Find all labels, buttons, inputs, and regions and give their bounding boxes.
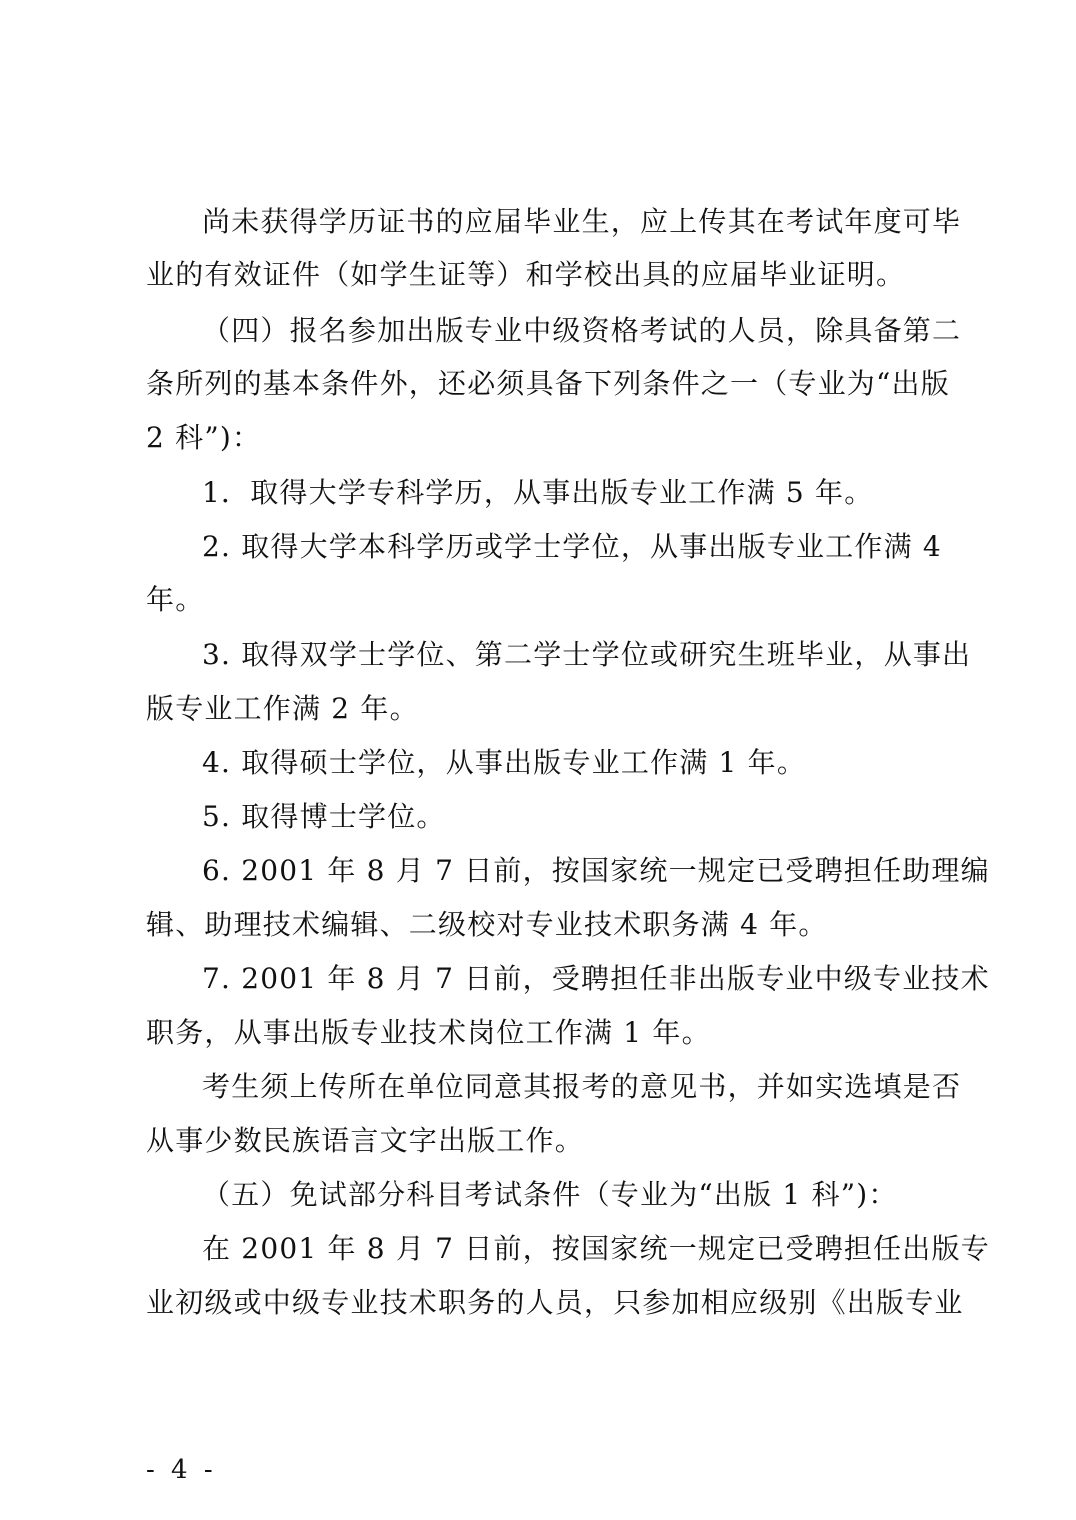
text-line: 7. 2001 年 8 月 7 日前，受聘担任非出版专业中级专业技术 (202, 962, 990, 995)
text-line: 在 2001 年 8 月 7 日前，按国家统一规定已受聘担任出版专 (202, 1232, 990, 1265)
text-line: 业的有效证件（如学生证等）和学校出具的应届毕业证明。 (146, 258, 906, 291)
text-line: 从事少数民族语言文字出版工作。 (146, 1124, 585, 1157)
text-line: 2. 取得大学本科学历或学士学位，从事出版专业工作满 4 (202, 530, 942, 563)
text-line: 考生须上传所在单位同意其报考的意见书，并如实选填是否 (202, 1070, 962, 1103)
text-line: 4. 取得硕士学位，从事出版专业工作满 1 年。 (202, 746, 807, 779)
text-line: 年。 (146, 583, 205, 616)
text-line: 版专业工作满 2 年。 (146, 692, 419, 725)
text-line: 6. 2001 年 8 月 7 日前，按国家统一规定已受聘担任助理编 (202, 854, 990, 887)
text-line: 5. 取得博士学位。 (202, 800, 446, 833)
text-line: 2 科”)： (146, 421, 262, 454)
text-line: 辑、助理技术编辑、二级校对专业技术职务满 4 年。 (146, 908, 828, 941)
text-line: 3. 取得双学士学位、第二学士学位或研究生班毕业，从事出 (202, 638, 972, 671)
text-line: 1．取得大学专科学历，从事出版专业工作满 5 年。 (202, 476, 874, 509)
text-line: 职务，从事出版专业技术岗位工作满 1 年。 (146, 1016, 711, 1049)
text-line: （四）报名参加出版专业中级资格考试的人员，除具备第二 (202, 314, 962, 347)
page-number: - 4 - (146, 1455, 217, 1485)
text-line: 条所列的基本条件外，还必须具备下列条件之一（专业为“出版 (146, 367, 950, 400)
text-line: 尚未获得学历证书的应届毕业生，应上传其在考试年度可毕 (202, 205, 962, 238)
text-line: 业初级或中级专业技术职务的人员，只参加相应级别《出版专业 (146, 1286, 964, 1319)
text-line: （五）免试部分科目考试条件（专业为“出版 1 科”)： (202, 1178, 898, 1211)
